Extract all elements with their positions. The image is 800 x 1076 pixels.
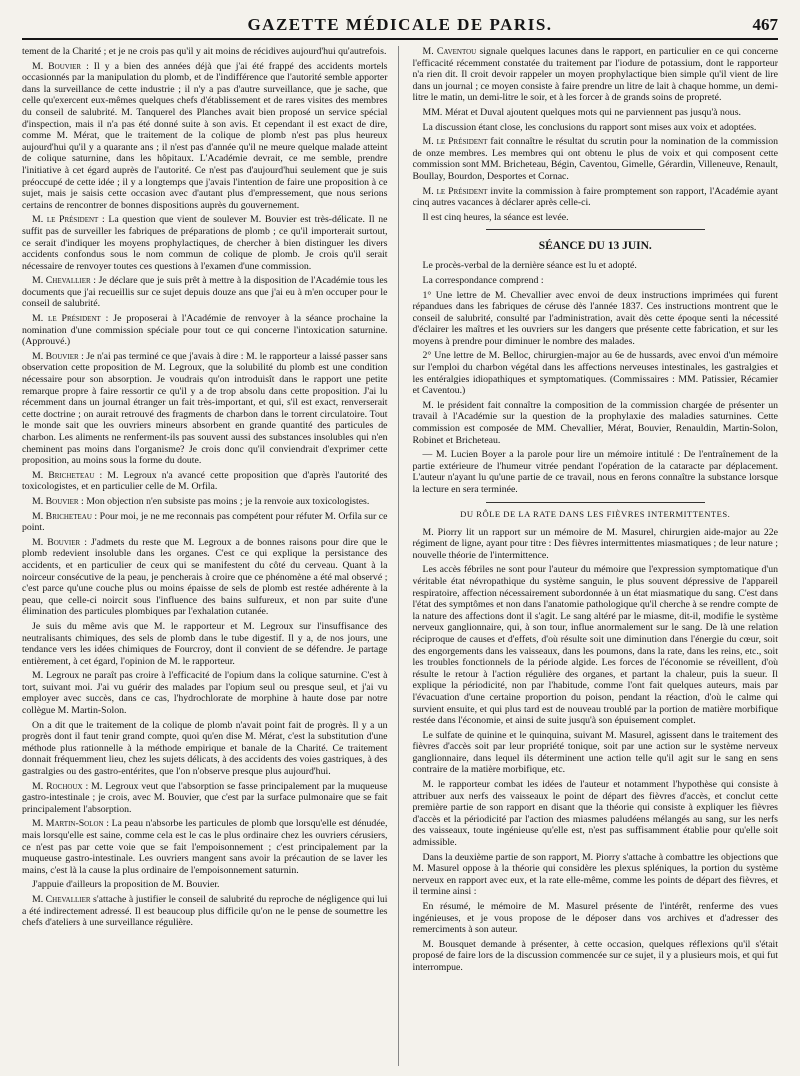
paragraph-text: : La question que vient de soulever M. Bouvier est très-délicate. Il ne suffit pas de surveiller les fabriques de préparations de plomb ; ce qu'il importerait surtout, ce serait d'indiquer les moyens prophylactiques, de chercher à bien distinguer les divers accidents confondus sous le nom commun de colique de plomb. Je crois qu'il serait nécessaire de renvoyer toutes ces questions à l'examen d'une commission.	[22, 214, 388, 272]
paragraph	[22, 511, 388, 534]
paragraph: En résumé, le mémoire de M. Masurel présente de l'intérêt, renferme des vues ingénieuses, et je vous propose de le déposer dans vos archives et d'adresser des remerciments à son auteur.	[412, 901, 778, 936]
page-number: 467	[752, 15, 778, 34]
paragraph	[22, 275, 388, 310]
paragraph: Il est cinq heures, la séance est levée.	[422, 211, 569, 223]
paragraph-text: invite la commission à faire promptement son rapport, l'Académie ayant cinq autres vacances à déclarer après celle-ci.	[412, 185, 778, 209]
speaker-name: M. le Président	[422, 136, 488, 148]
paragraph-text: : Il y a bien des années déjà que j'ai été frappé des accidents mortels occasionnés par la manipulation du plomb, et de l'indifférence que l'autorité semble apporter dans la surveillance de cette industrie ; il n'y a pas d'autre surveillance, que je sache, que celle qu'exercent eux-mêmes quelques chefs d'établissement et de rares visites des membres du conseil de salubrité. M. Tanquerel des Planches avait bien proposé un service spécial d'inspection, mais il n'a pas été donné suite à son avis. Et cependant il est exact de dire, comme M. Mérat, que le traitement de la colique de plomb n'est pas plus heureux aujourd'hui qu'il y a quarante ans ; il n'est pas d'année qu'il ne meure quelque malade atteint de colique saturnine, dans les hôpitaux. L'Académie devrait, ce me semble, prendre l'initiative à cet égard auprès de l'autorité. Ce n'est pas d'aujourd'hui seulement que je suis préoccupé de cette idée ; il y a longtemps que j'avais l'intention de faire une proposition à ce sujet, mais je saisis cette occasion avec d'autant plus d'empressement, que nous serions certains de rencontrer de bonnes dispositions auprès du gouvernement.	[22, 60, 388, 211]
paragraph	[22, 818, 388, 876]
speaker-name: M. Bricheteau	[32, 469, 95, 481]
paragraph: M. Piorry lit un rapport sur un mémoire de M. Masurel, chirurgien aide-major au 22e régiment de ligne, ayant pour titre : Des fièvres intermittentes miasmatiques ; de leur nature ; nouvelle théorie de l'intermittence.	[412, 526, 778, 561]
paragraph-text: : J'admets du reste que M. Legroux a de bonnes raisons pour dire que le plomb redevient insoluble dans les organes. C'est ce qui explique la persistance des accidents, et en particulier de ceux qui se manifestent du côté du cerveau. Quant à la noirceur consécutive de la peau, je pencherais à croire que ce phénomène a été mal observé ; c'est parce qu'une couche plus ou moins épaisse de sels de plomb est restée adhérente à la peau, que celle-ci noircit sous l'influence des bains sulfureux, et non par suite d'une élimination des particules plombiques par l'exhalation cutanée.	[22, 536, 388, 618]
paragraph: M. le rapporteur combat les idées de l'auteur et notamment l'hypothèse qui consiste à attribuer aux nerfs des vaisseaux le point de départ des fièvres d'accès, et conclut cette première partie de son rapport en disant que la théorie qui consiste à expliquer les fièvres d'accès et la périodicité par l'action des miasmes paludéens mélangés au sang, sur les nerfs des vaisseaux, toute ingénieuse qu'elle est, n'est pas suffisamment établie pour qu'elle soit admissible.	[412, 779, 778, 849]
speaker-name: M. Martin-Solon	[32, 818, 104, 830]
speaker-name: M. Bouvier	[32, 60, 82, 72]
paragraph	[22, 496, 388, 508]
left-column	[22, 46, 399, 1066]
paragraph	[413, 186, 779, 209]
paragraph: On a dit que le traitement de la colique de plomb n'avait point fait de progrès. Il y a un progrès dont il faut tenir grand compte, quoi qu'en dise M. Mérat, c'est la substitution d'une méthode plus rationnelle à la méthode empirique et banale de la Charité. Ce traitement donnait fréquemment lieu, chez les sujets délicats, à des accidents des voies gastriques, à des gastralgies ou des gastro-entérites, que l'on n'observe presque plus aujourd'hui.	[22, 719, 388, 778]
paragraph	[22, 61, 388, 212]
paragraph: MM. Mérat et Duval ajoutent quelques mots qui ne parviennent pas jusqu'à nous.	[422, 106, 741, 118]
paragraph-text: fait connaître le résultat du scrutin pour la nomination de la commission de onze membres. Les membres qui ont obtenu le plus de voix et qui composent cette commission sont MM. Bricheteau, Bégin, Caventou, Gimelle, Gérardin, Villeneuve, Renault, Boullay, Bourdon, Desportes et Cornac.	[412, 136, 778, 182]
paragraph: tement de la Charité ; et je ne crois pas qu'il y ait moins de récidives aujourd'hui qu'autrefois.	[22, 46, 387, 57]
paragraph-text: : La peau n'absorbe les particules de plomb que lorsqu'elle est dénudée, mais lorsqu'elle est saine, comme cela est le cas le plus ordinaire chez les ouvriers cérusiers, ce n'est pas par cette voie que se fait l'empoisonnement ; c'est principalement par la muqueuse gastro-intestinale. Les ouvriers mangent sans avoir la précaution de se laver les mains, c'est là la cause la plus ordinaire de l'empoisonnement saturnin.	[22, 818, 388, 876]
paragraph-text: : Je déclare que je suis prêt à mettre à la disposition de l'Académie tous les documents que j'ai recueillis sur ce sujet depuis douze ans que j'ai eu à m'en occuper pour le conseil de salubrité.	[22, 275, 388, 310]
paragraph	[22, 470, 388, 493]
speaker-name: M. Chevallier	[32, 893, 91, 905]
paragraph-text: : Je proposerai à l'Académie de renvoyer à la séance prochaine la nomination d'une commission spéciale pour tout ce qui concerne l'intoxication saturnine. (Approuvé.)	[22, 313, 388, 348]
speaker-name: M. Bouvier	[32, 495, 79, 507]
speaker-name: M. Rochoux	[32, 780, 83, 792]
paragraph-text: : M. Legroux n'a avancé cette proposition que d'après l'autorité des toxicologistes, et en particulier celle de M. Orfila.	[22, 469, 388, 493]
subsection-title: DU RÔLE DE LA RATE DANS LES FIÈVRES INTERMITTENTES.	[460, 508, 731, 519]
paragraph	[22, 894, 388, 929]
speaker-name: M. Chevallier	[32, 275, 91, 287]
speaker-name: M. le Président	[422, 185, 488, 197]
paragraph: Le sulfate de quinine et le quinquina, suivant M. Masurel, agissent dans le traitement des fièvres d'accès soit par leur propriété tonique, soit par une action sur le système nerveux ganglionnaire, dans lequel ils déterminent une action telle qu'il agit sur le sang en sens contraire de la matière morbifique, etc.	[412, 729, 778, 776]
speaker-name: M. le Président	[32, 313, 101, 325]
speaker-name: M. Bouvier	[32, 350, 79, 362]
journal-title: GAZETTE MÉDICALE DE PARIS.	[247, 15, 553, 34]
speaker-name: M. Caventou	[422, 46, 477, 57]
paragraph	[22, 781, 388, 816]
paragraph: Dans la deuxième partie de son rapport, M. Piorry s'attache à combattre les objections que M. Masurel oppose à la théorie qui considère les plexus spléniques, la portion du système nerveux en rapport avec eux, et la rate elle-même, comme les points de départ des fièvres, et il termine ainsi :	[412, 851, 778, 898]
right-column	[413, 46, 779, 1066]
paragraph: La discussion étant close, les conclusions du rapport sont mises aux voix et adoptées.	[422, 121, 757, 133]
paragraph	[413, 136, 779, 182]
speaker-name: M. Bricheteau	[32, 510, 92, 522]
divider	[486, 229, 705, 230]
speaker-name: M. Bouvier	[32, 536, 81, 548]
speaker-name: M. le Président	[32, 214, 99, 226]
paragraph-text: signale quelques lacunes dans le rapport, en particulier en ce qui concerne l'efficacité récemment constatée du traitement par l'iodure de potassium, dont le rapporteur n'a rien dit. Il croit devoir rappeler un moyen prophylactique bien simple qu'il vient de lire dans un journal ; ce moyen consiste à faire prendre un litre de lait à chaque homme, un demi-litre le matin, un demi-litre le soir, et à les forcer à de grands soins de propreté.	[412, 46, 778, 104]
paragraph: 2° Une lettre de M. Belloc, chirurgien-major au 6e de hussards, avec envoi d'un mémoire sur l'emploi du charbon végétal dans les affections nerveuses intestinales, les gastralgies et les entéralgies idiopathiques et symptomatiques. (Commissaires : MM. Patissier, Récamier et Caventou.)	[412, 350, 778, 397]
paragraph: — M. Lucien Boyer a la parole pour lire un mémoire intitulé : De l'entraînement de la partie extérieure de l'humeur vitrée pendant l'opération de la cataracte par déplacement. L'auteur n'ayant lu qu'une partie de ce travail, nous en ferons connaître la substance lorsque la lecture en sera terminée.	[412, 449, 778, 495]
paragraph-text: s'attache à justifier le conseil de salubrité du reproche de négligence qui lui a été indirectement adressé. Il est beaucoup plus difficile qu'on ne le pense de soumettre les chefs d'ateliers à une surveillance régulière.	[22, 893, 388, 929]
paragraph: Je suis du même avis que M. le rapporteur et M. Legroux sur l'insuffisance des neutralisants chimiques, des sels de plomb dans le tube digestif. Il y a, de nos jours, une tendance vers les idées chimiques de Fourcroy, dont il convient de se défendre. Je partage entièrement, à cet égard, l'opinion de M. le rapporteur.	[22, 620, 388, 667]
paragraph: M. le président fait connaître la composition de la commission chargée de présenter un travail à l'Académie sur la question de la prophylaxie des maladies saturnines. Cette commission est composée de MM. Chevallier, Mérat, Bouvier, Renauldin, Martin-Solon, Robinet et Bricheteau.	[412, 399, 778, 446]
section-title: SÉANCE DU 13 JUIN.	[538, 240, 652, 253]
paragraph	[413, 46, 779, 104]
paragraph: M. Legroux ne paraît pas croire à l'efficacité de l'opium dans la colique saturnine. C'est à tort, suivant moi. J'ai vu guérir des malades par l'opium seul ou presque seul, et j'ai vu employer avec succès, dans ce cas, l'hydrochlorate de morphine à haute dose par notre collègue M. Martin-Solon.	[22, 670, 388, 717]
paragraph	[22, 537, 388, 618]
paragraph: J'appuie d'ailleurs la proposition de M. Bouvier.	[32, 879, 220, 891]
paragraph-text: : Je n'ai pas terminé ce que j'avais à dire : M. le rapporteur a laissé passer sans observation cette proposition de M. Legroux, que la solubilité du plomb est une condition nécessaire pour son absorption. Je voudrais qu'on introduisît dans le rapport une petite remarque propre à faire ressortir ce qu'il y a de trop absolu dans cette proposition. J'ai lu récemment dans un journal étranger un fait très-important, et qui, s'il est exact, renverserait cette doctrine ; on aurait retrouvé des fragments de charbon dans le torrent circulatoire. Tout le monde sait que les ouvriers mineurs absorbent en grande quantité des particules de charbon. Les aliments ne renferment-ils pas souvent aussi des substances insolubles qui n'en cheminent pas moins dans l'organisme? Je crois donc qu'il conviendrait d'exprimer cette proposition, au moins sous la forme du doute.	[22, 350, 388, 467]
paragraph	[22, 214, 388, 272]
paragraph: Les accès fébriles ne sont pour l'auteur du mémoire que l'expression symptomatique d'un véritable état névropathique du système sanguin, le plus souvent dépressive de l'appareil respiratoire, affection nécessairement subordonnée à un état miasmatique du sang. C'est dans l'état des symptômes et non dans l'anatomie pathologique qu'il cherche à se rendre compte de la nature des affections dont il s'agit. Le sang altéré par le miasme, dit-il, modifie le système nerveux ganglionnaire, qui, à son tour, influe anormalement sur le sang. De là une relation réciproque de causes et d'effets, d'où résulte soit une diminution dans l'énergie du cœur, soit des engorgements dans les vaisseaux, dans les poumons, dans la rate, dans les reins, etc., soit les troubles fonctionnels de la période algide. Les forces de l'économie se réveillent, d'où résulte le retour à l'action régulière des organes, et partant la chaleur, puis la sueur. Il explique la périodicité, non par l'habitude, comme l'ont fait quelques auteurs, mais par l'évacuation d'une certaine proportion du poison, pendant la réaction, d'où le calme qui survient ensuite, et qui plus tard est de nouveau troublé par la portion de matière morbifique restée dans l'économie, et ainsi de suite jusqu'à son épuisement complet.	[412, 564, 778, 727]
divider	[486, 502, 705, 503]
paragraph	[22, 313, 388, 348]
paragraph: 1° Une lettre de M. Chevallier avec envoi de deux instructions imprimées qui furent répandues dans les fabriques de céruse dès l'année 1837. Ces instructions montrent que le conseil de salubrité, consulté par l'administration, avait dès cette époque senti la nécessité d'éclairer les maîtres et les ouvriers sur les dangers que présente cette fabrication, et sur les moyens à prendre pour diminuer le nombre des malades.	[412, 289, 778, 347]
page-header	[22, 12, 778, 40]
paragraph-text: : M. Legroux veut que l'absorption se fasse principalement par la muqueuse gastro-intestinale ; je crois, avec M. Bouvier, que c'est par la surface pulmonaire que se fait principalement l'absorption.	[22, 780, 388, 815]
paragraph-text: : Mon objection n'en subsiste pas moins ; je la renvoie aux toxicologistes.	[78, 495, 370, 507]
paragraph: M. Bousquet demande à présenter, à cette occasion, quelques réflexions qu'il s'était proposé de faire lors de la discussion commencée sur ce sujet, il y a plusieurs mois, et qui fut interrompue.	[412, 938, 778, 973]
paragraph-text: : Pour moi, je ne me reconnais pas compétent pour réfuter M. Orfila sur ce point.	[22, 510, 388, 534]
columns	[22, 46, 778, 1066]
paragraph	[22, 351, 388, 467]
paragraph: Le procès-verbal de la dernière séance est lu et adopté.	[422, 260, 637, 272]
paragraph: La correspondance comprend :	[422, 274, 544, 286]
